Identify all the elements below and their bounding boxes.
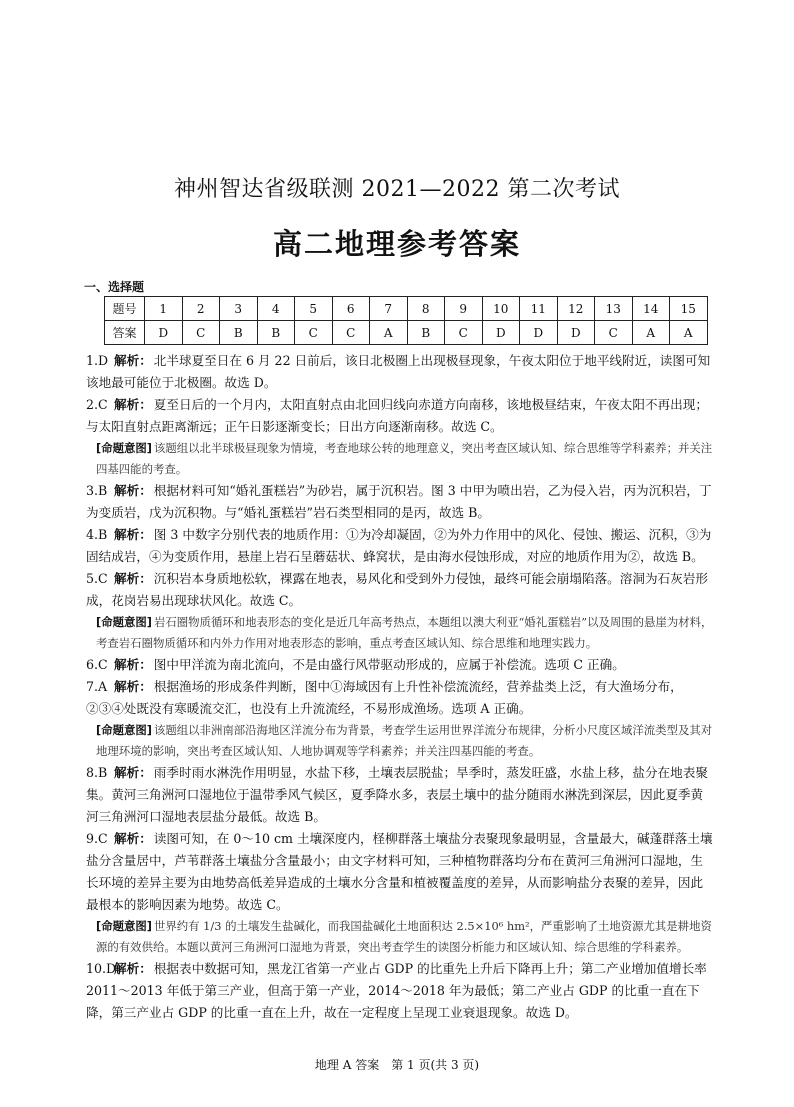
answer-item: [86, 568, 714, 612]
table-cell: 15: [670, 297, 708, 321]
table-cell: B: [257, 321, 295, 345]
item-text: 夏至日后的一个月内，太阳直射点由北回归线向赤道方向南移，该地极昼结束，午夜太阳不再出现；与太阳直射点距离渐远；正午日影逐渐变长；日出方向逐渐南移。故选 C。: [86, 397, 708, 434]
intent-text: 该题组以非洲南部沿海地区洋流分布为背景，考查学生运用世界洋流分布规律，分析小尺度区域洋流类型及其对地理环境的影响，突出考查区域认知、人地协调观等学科素养；并关注四基四能的考查。: [96, 723, 713, 758]
item-number: 5.C: [86, 571, 108, 586]
answer-item: [86, 350, 714, 394]
item-text: 读图可知，在 0～10 cm 土壤深度内，柽柳群落土壤盐分表聚现象最明显，含量最大，碱蓬群落土壤盐分含量居中，芦苇群落土壤盐分含量最小；由文字材料可知，三种植物群落均分布在黄河三角洲河口湿地，生长环境的差异主要为由地势高低差异造成的土壤水分含量和植被覆盖度的差异，从而影响盐分表聚的差异，因此最根本的影响因素为地势。故选 C。: [86, 831, 713, 912]
intent-note: [96, 720, 714, 762]
table-row-numbers: [105, 297, 708, 321]
intent-label: [命题意图]: [96, 723, 152, 737]
table-cell: C: [445, 321, 483, 345]
analysis-label: 解析：: [114, 765, 152, 780]
answer-item: [86, 394, 714, 438]
item-number: 8.B: [86, 765, 108, 780]
table-cell: 9: [445, 297, 483, 321]
intent-note: [96, 612, 714, 654]
intent-label: [命题意图]: [96, 919, 152, 933]
exam-subtitle: 神州智达省级联测 2021—2022 第二次考试: [174, 177, 620, 202]
table-cell: 12: [557, 297, 595, 321]
page-footer: 地理 A 答案 第 1 页(共 3 页): [314, 1058, 480, 1072]
analysis-label: 解析：: [114, 831, 152, 846]
item-number: 2.C: [86, 397, 108, 412]
table-cell: 14: [632, 297, 670, 321]
answer-item: [86, 958, 714, 1024]
item-number: 9.C: [86, 831, 108, 846]
table-cell: D: [557, 321, 595, 345]
analysis-label: 解析：: [114, 527, 152, 542]
table-cell: A: [632, 321, 670, 345]
item-number: 7.A: [86, 679, 108, 694]
intent-label: [命题意图]: [96, 615, 152, 629]
table-cell: 7: [370, 297, 408, 321]
intent-text: 世界约有 1/3 的土壤发生盐碱化，而我国盐碱化土地面积达 2.5×10⁶ hm²，严重影响了土地资源尤其是耕地资源的有效供给。本题以黄河三角洲河口湿地为背景，突出考查学生的读图分析能力和区域认知、综合思维的学科素养。: [96, 919, 712, 954]
table-cell: 6: [332, 297, 370, 321]
item-number: 6.C: [86, 657, 108, 672]
table-header-cell: 答案: [105, 321, 145, 345]
page-title: 高二地理参考答案: [272, 227, 521, 261]
analysis-label: 解析：: [114, 961, 152, 976]
item-number: 10.D: [86, 961, 117, 976]
table-cell: 13: [595, 297, 633, 321]
answer-item: [86, 828, 714, 916]
item-text: 沉积岩本身质地松软，裸露在地表，易风化和受到外力侵蚀，最终可能会崩塌陷落。溶洞为石灰岩形成，花岗岩易出现球状风化。故选 C。: [86, 571, 708, 608]
analysis-label: 解析：: [114, 657, 152, 672]
table-cell: 2: [182, 297, 220, 321]
analysis-label: 解析：: [114, 571, 152, 586]
answer-item: [86, 480, 714, 524]
table-cell: 5: [295, 297, 333, 321]
answer-explanations: [86, 350, 714, 1024]
item-text: 根据表中数据可知，黑龙江省第一产业占 GDP 的比重先上升后下降再上升；第二产业增加值增长率 2011～2013 年低于第三产业，但高于第一产业，2014～2018 年为最低；第二产业占 GDP 的比重一直在下降，第三产业占 GDP 的比重一直在上升，故在一定程度上呈现工业衰退现象。故选 D。: [86, 961, 707, 1020]
intent-label: [命题意图]: [96, 441, 152, 455]
item-number: 3.B: [86, 483, 108, 498]
table-cell: B: [407, 321, 445, 345]
item-text: 雨季时雨水淋洗作用明显，水盐下移，土壤表层脱盐；旱季时，蒸发旺盛，水盐上移，盐分在地表聚集。黄河三角洲河口湿地位于温带季风气候区，夏季降水多，表层土壤中的盐分随雨水淋洗到深层，因此夏季黄河三角洲河口湿地表层盐分最低。故选 B。: [86, 765, 708, 824]
item-text: 北半球夏至日在 6 月 22 日前后，该日北极圈上出现极昼现象，午夜太阳位于地平线附近，读图可知该地最可能位于北极圈。故选 D。: [86, 353, 711, 390]
analysis-label: 解析：: [114, 483, 152, 498]
section-heading: 一、选择题: [84, 280, 145, 294]
intent-note: [96, 916, 714, 958]
answer-item: [86, 654, 714, 676]
answer-item: [86, 524, 714, 568]
item-text: 图 3 中数字分别代表的地质作用：①为冷却凝固，②为外力作用中的风化、侵蚀、搬运、沉积，③为固结成岩，④为变质作用，悬崖上岩石呈蘑菇状、蜂窝状，是由海水侵蚀形成，对应的地质作用为②，故选 B。: [86, 527, 712, 564]
item-number: 4.B: [86, 527, 108, 542]
table-cell: D: [520, 321, 558, 345]
table-cell: C: [595, 321, 633, 345]
intent-text: 该题组以北半球极昼现象为情境，考查地球公转的地理意义，突出考查区域认知、综合思维等学科素养；并关注四基四能的考查。: [96, 441, 713, 476]
table-cell: C: [182, 321, 220, 345]
table-cell: 11: [520, 297, 558, 321]
intent-text: 岩石圈物质循环和地表形态的变化是近几年高考热点，本题组以澳大利亚“婚礼蛋糕岩”以及周围的悬崖为材料，考查岩石圈物质循环和内外力作用对地表形态的影响，重点考查区域认知、综合思维和地理实践力。: [96, 615, 713, 650]
analysis-label: 解析：: [114, 397, 152, 412]
intent-note: [96, 438, 714, 480]
answer-table: [104, 296, 708, 345]
table-cell: A: [670, 321, 708, 345]
table-cell: 3: [220, 297, 258, 321]
analysis-label: 解析：: [114, 353, 152, 368]
item-text: 根据材料可知“婚礼蛋糕岩”为砂岩，属于沉积岩。图 3 中甲为喷出岩，乙为侵入岩，丙为沉积岩，丁为变质岩，戊为沉积物。与“婚礼蛋糕岩”岩石类型相同的是丙，故选 B。: [86, 483, 712, 520]
table-cell: 1: [145, 297, 183, 321]
table-header-cell: 题号: [105, 297, 145, 321]
table-cell: A: [370, 321, 408, 345]
table-cell: C: [295, 321, 333, 345]
answer-item: [86, 762, 714, 828]
table-cell: D: [482, 321, 520, 345]
item-text: 根据渔场的形成条件判断，图中①海域因有上升性补偿流流经，营养盐类上泛，有大渔场分布，②③④处既没有寒暖流交汇，也没有上升流流经，不易形成渔场。选项 A 正确。: [86, 679, 683, 716]
answer-item: [86, 676, 714, 720]
item-number: 1.D: [86, 353, 109, 368]
table-cell: C: [332, 321, 370, 345]
table-cell: 4: [257, 297, 295, 321]
table-cell: 10: [482, 297, 520, 321]
item-text: 图中甲洋流为南北流向，不是由盛行风带驱动形成的，应属于补偿流。选项 C 正确。: [153, 657, 625, 672]
table-cell: B: [220, 321, 258, 345]
analysis-label: 解析：: [114, 679, 152, 694]
table-cell: 8: [407, 297, 445, 321]
table-cell: D: [145, 321, 183, 345]
table-row-answers: [105, 321, 708, 345]
